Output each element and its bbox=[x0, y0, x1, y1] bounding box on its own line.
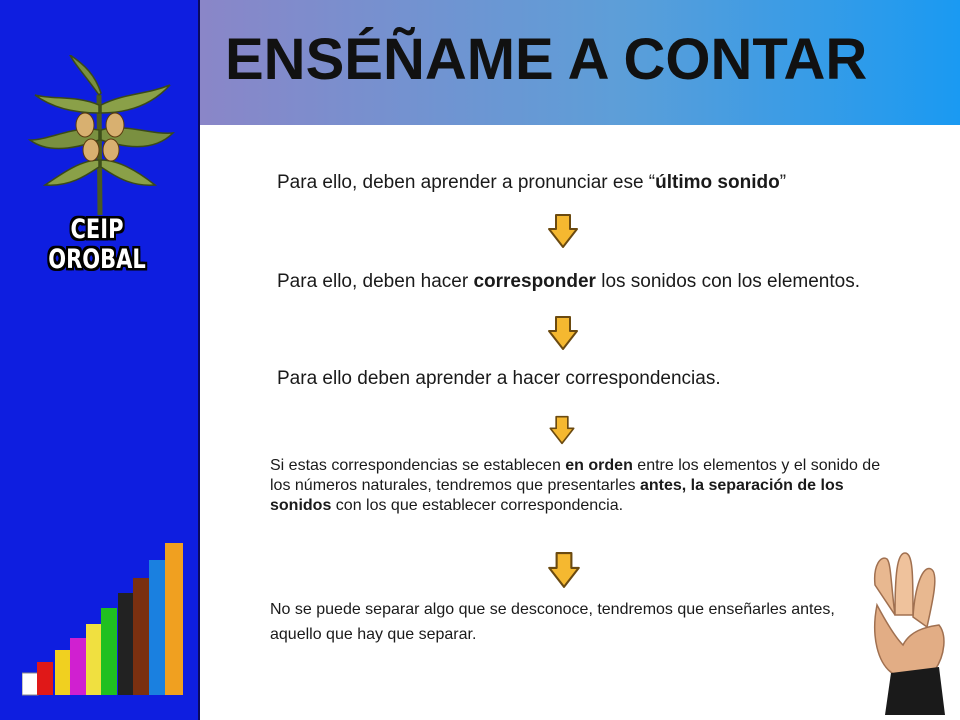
paragraph-5: No se puede separar algo que se desconoce, tendremos que enseñarles antes, aquello que hay que separar. bbox=[270, 601, 835, 643]
page-title: ENSÉÑAME A CONTAR bbox=[225, 27, 868, 92]
paragraph-3: Para ello deben aprender a hacer correspondencias. bbox=[277, 368, 721, 389]
paragraph-1: Para ello, deben aprender a pronunciar ese “último sonido” bbox=[277, 172, 787, 193]
paragraph-2: Para ello, deben hacer corresponder los sonidos con los elementos. bbox=[277, 271, 860, 292]
down-arrow-icon bbox=[548, 415, 576, 445]
down-arrow-icon bbox=[547, 315, 579, 351]
paragraph-4: Si estas correspondencias se establecen en orden entre los elementos y el sonido de los números naturales, tendremos que presentarles antes, la separación de los sonidos con los que establecer correspondencia. bbox=[270, 457, 881, 514]
bar-chart-icon bbox=[22, 538, 192, 698]
down-arrow-icon bbox=[547, 551, 581, 589]
plant-logo-icon bbox=[25, 55, 175, 220]
school-name: CEIP OROBAL bbox=[48, 214, 146, 274]
down-arrow-icon bbox=[547, 213, 579, 249]
hand-three-fingers-icon bbox=[855, 545, 955, 715]
